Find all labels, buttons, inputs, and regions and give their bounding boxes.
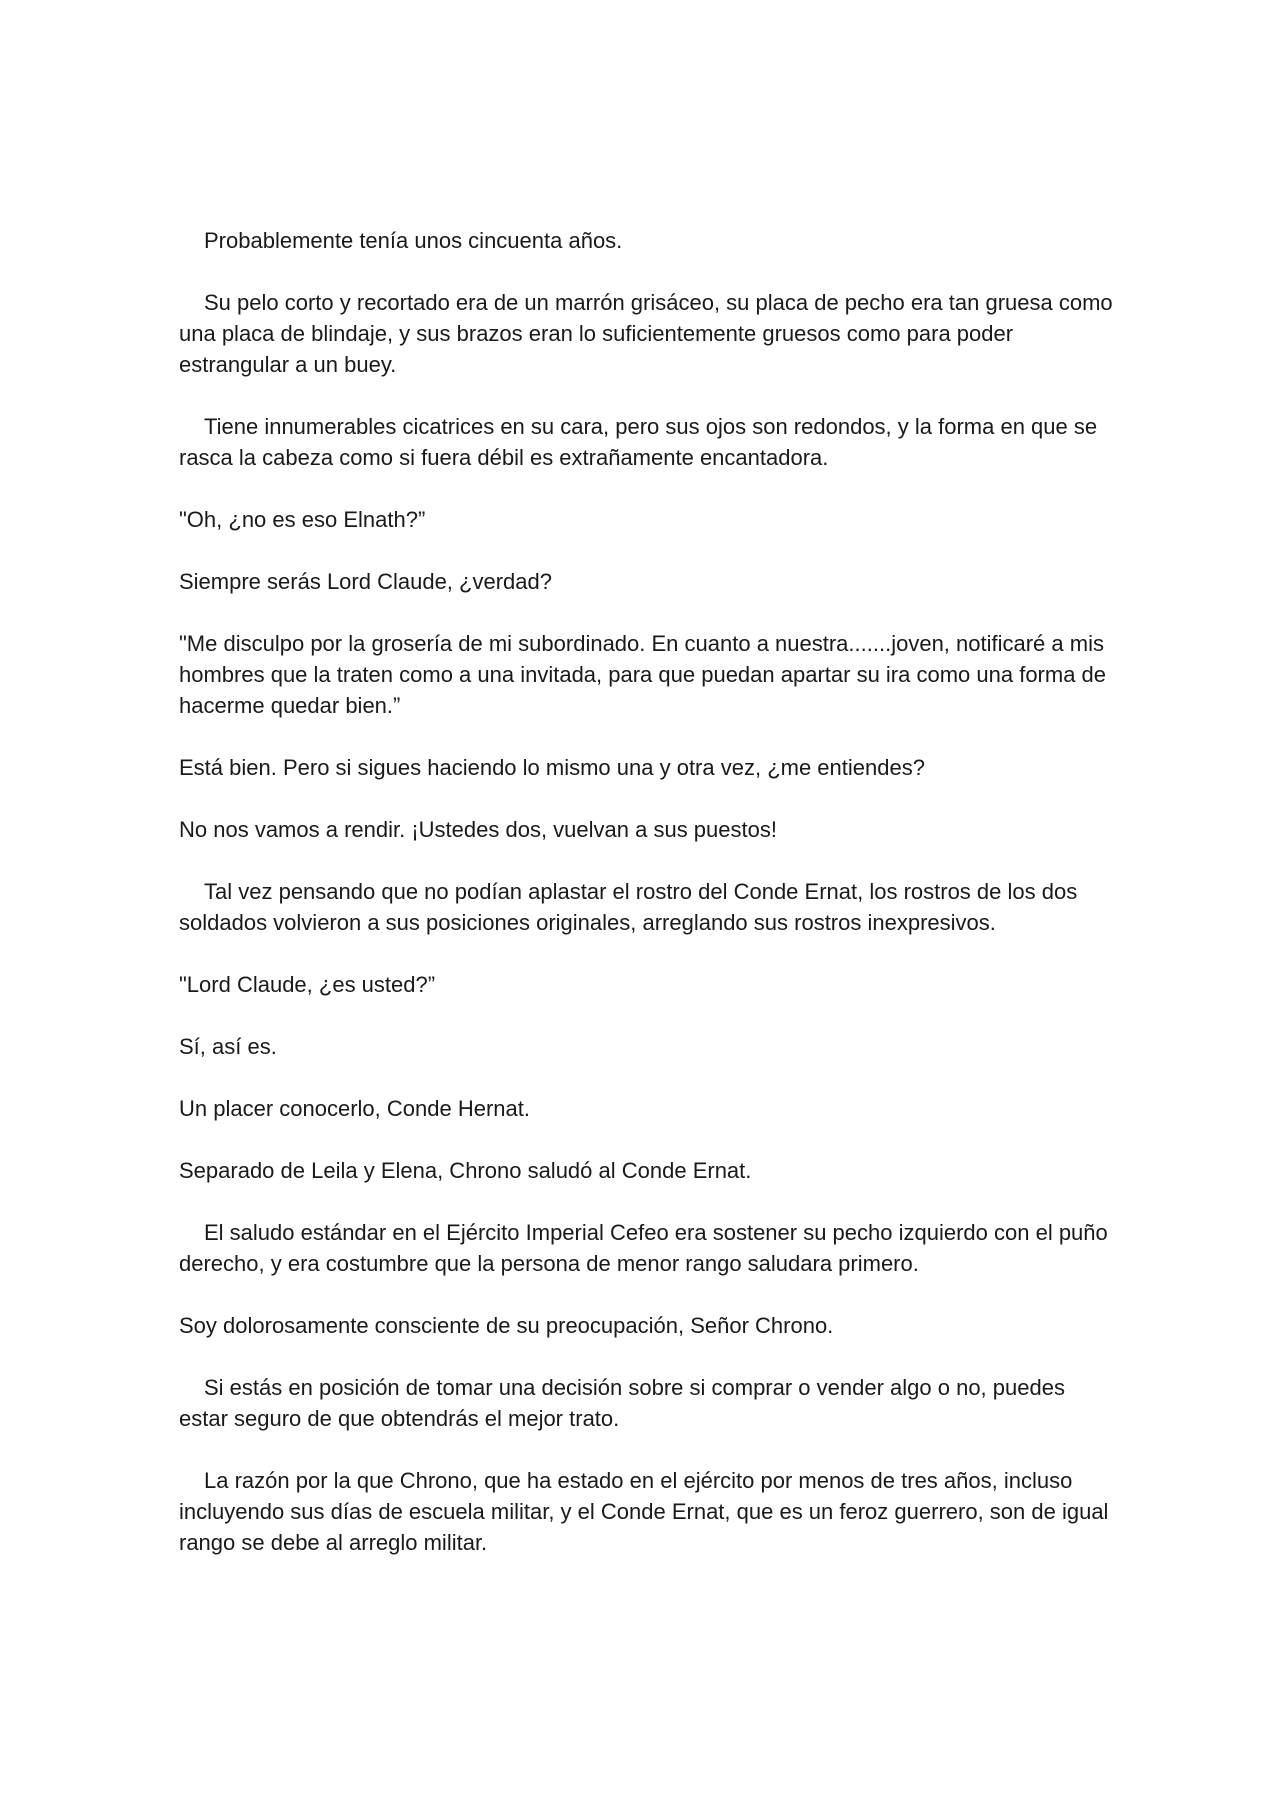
paragraph-16: Si estás en posición de tomar una decisión sobre si comprar o vender algo o no, puedes estar seguro de que obtendrás el mejor trato. [179, 1375, 1065, 1431]
paragraph-4: "Oh, ¿no es eso Elnath?” [179, 507, 426, 532]
paragraph-3: Tiene innumerables cicatrices en su cara, pero sus ojos son redondos, y la forma en que se rasca la cabeza como si fuera débil es extrañamente encantadora. [179, 414, 1098, 470]
paragraph-11: Sí, así es. [179, 1034, 277, 1059]
document-body [179, 225, 1119, 1589]
paragraph-17: La razón por la que Chrono, que ha estado en el ejército por menos de tres años, incluso incluyendo sus días de escuela militar, y el Conde Ernat, que es un feroz guerrero, son de igual rango se debe al arreglo militar. [179, 1468, 1109, 1555]
paragraph-10: "Lord Claude, ¿es usted?” [179, 972, 436, 997]
paragraph-9: Tal vez pensando que no podían aplastar el rostro del Conde Ernat, los rostros de los dos soldados volvieron a sus posiciones originales, arreglando sus rostros inexpresivos. [179, 879, 1078, 935]
paragraph-1: Probablemente tenía unos cincuenta años. [204, 228, 623, 253]
paragraph-8: No nos vamos a rendir. ¡Ustedes dos, vuelvan a sus puestos! [179, 817, 777, 842]
paragraph-6: "Me disculpo por la grosería de mi subordinado. En cuanto a nuestra.......joven, notificaré a mis hombres que la traten como a una invitada, para que puedan apartar su ira como una forma de hacerme quedar bien.” [179, 631, 1107, 718]
paragraph-13: Separado de Leila y Elena, Chrono saludó al Conde Ernat. [179, 1158, 752, 1183]
paragraph-5: Siempre serás Lord Claude, ¿verdad? [179, 569, 552, 594]
paragraph-14: El saludo estándar en el Ejército Imperial Cefeo era sostener su pecho izquierdo con el puño derecho, y era costumbre que la persona de menor rango saludara primero. [179, 1220, 1108, 1276]
paragraph-12: Un placer conocerlo, Conde Hernat. [179, 1096, 530, 1121]
paragraph-7: Está bien. Pero si sigues haciendo lo mismo una y otra vez, ¿me entiendes? [179, 755, 925, 780]
paragraph-15: Soy dolorosamente consciente de su preocupación, Señor Chrono. [179, 1313, 834, 1338]
paragraph-2: Su pelo corto y recortado era de un marrón grisáceo, su placa de pecho era tan gruesa como una placa de blindaje, y sus brazos eran lo suficientemente gruesos como para poder estrangular a un buey. [179, 290, 1113, 377]
